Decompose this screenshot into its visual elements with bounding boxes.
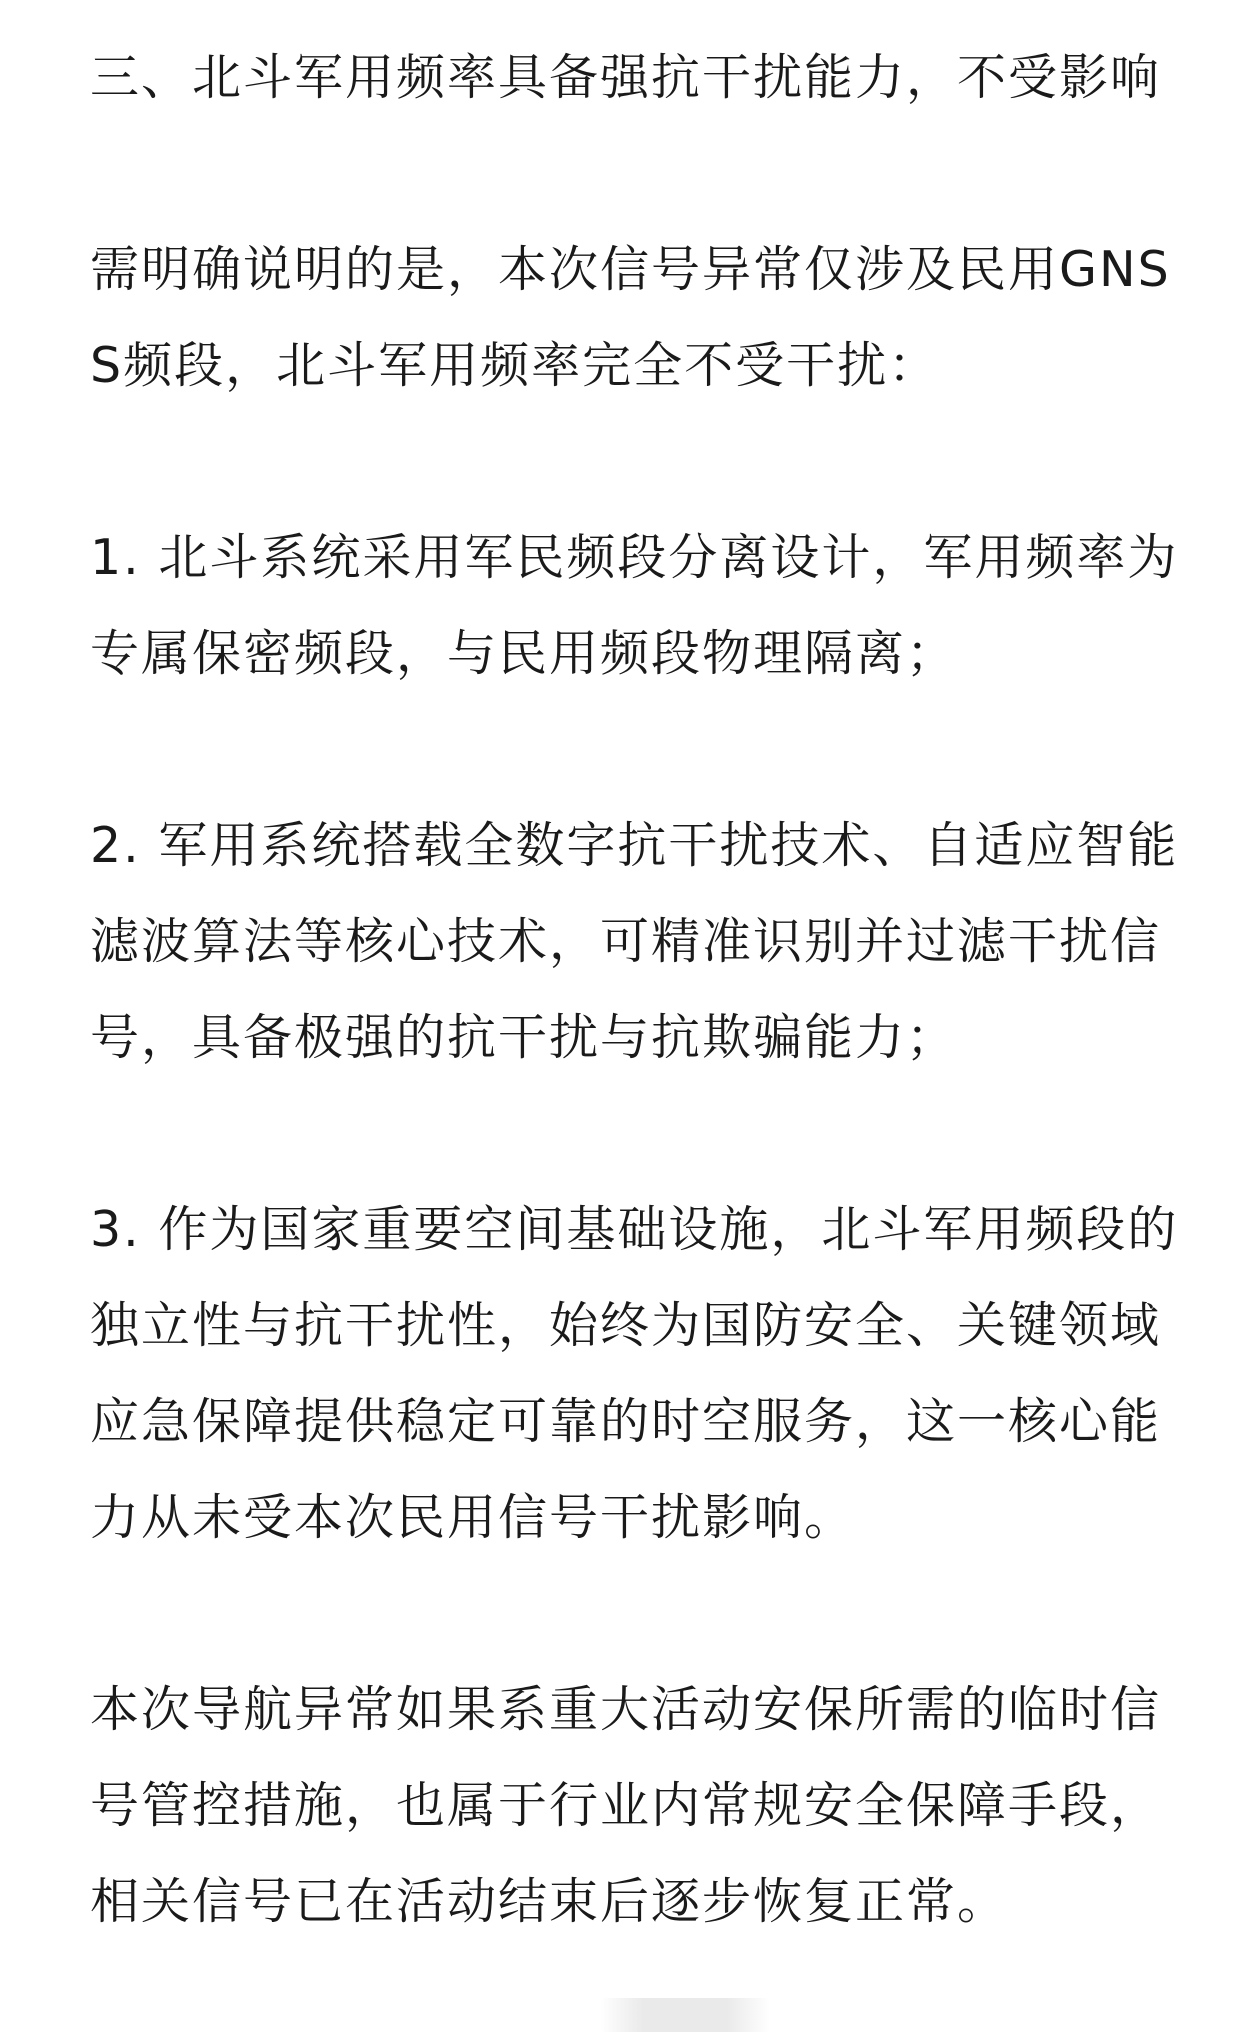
- list-item-1: 1. 北斗系统采用军民频段分离设计，军用频率为专属保密频段，与民用频段物理隔离；: [90, 529, 1179, 682]
- list-item-3: 3. 作为国家重要空间基础设施，北斗军用频段的独立性与抗干扰性，始终为国防安全、关键领域应急保障提供稳定可靠的时空服务，这一核心能力从未受本次民用信号干扰影响。: [90, 1201, 1179, 1546]
- article-body: [90, 30, 1180, 1950]
- list-item-2: 2. 军用系统搭载全数字抗干扰技术、自适应智能滤波算法等核心技术，可精准识别并过滤干扰信号，具备极强的抗干扰与抗欺骗能力；: [90, 817, 1179, 1066]
- paragraph-gap: [90, 1086, 1180, 1182]
- paragraph-gap: [90, 126, 1180, 222]
- paragraph-gap: [90, 1566, 1180, 1662]
- watermark-blur: [600, 1998, 770, 2032]
- section-heading: 三、北斗军用频率具备强抗干扰能力，不受影响: [90, 49, 1162, 106]
- intro-paragraph: 需明确说明的是，本次信号异常仅涉及民用GNSS频段，北斗军用频率完全不受干扰：: [90, 241, 1171, 394]
- paragraph-gap: [90, 414, 1180, 510]
- paragraph-gap: [90, 702, 1180, 798]
- closing-paragraph: 本次导航异常如果系重大活动安保所需的临时信号管控措施，也属于行业内常规安全保障手段，相关信号已在活动结束后逐步恢复正常。: [90, 1681, 1162, 1930]
